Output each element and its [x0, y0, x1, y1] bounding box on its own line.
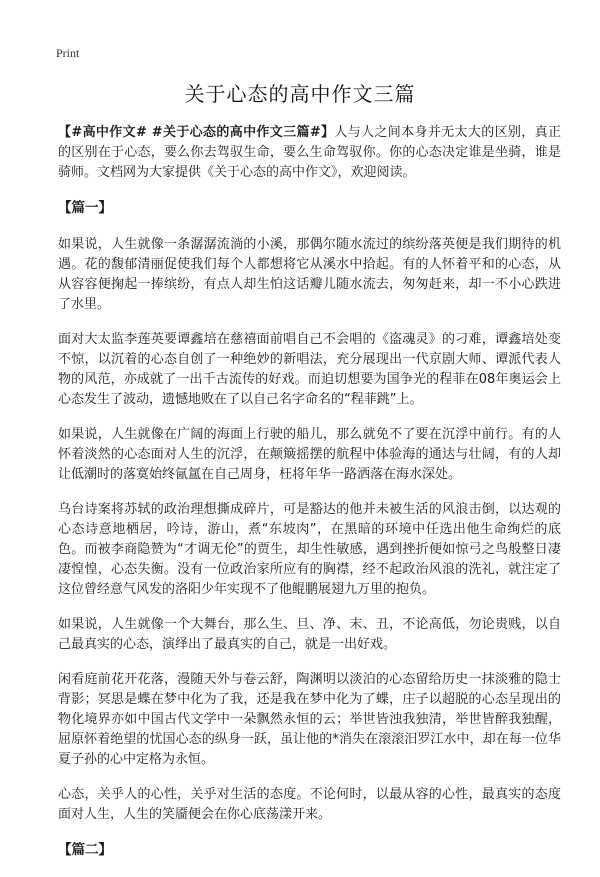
paragraph: 乌台诗案将苏轼的政治理想撕成碎片，可是豁达的他并未被生活的风浪击倒，以达观的心态诗意地栖居，吟诗，游山，煮“东坡肉”，在黑暗的环境中任选出他生命绚烂的底色。而被李商隐赞为“才调无伦”的贾生，却生性敏感，遇到挫折便如惊弓之鸟般整日凄凄惶惶，心态失衡。没有一位政治家所应有的胸襟，经不起政治风浪的洗礼，就注定了这位曾经意气风发的洛阳少年实现不了他鲲鹏展翅九万里的抱负。: [58, 502, 561, 597]
section-heading-2: 【篇二】: [58, 842, 112, 858]
paragraph: 面对大太监李莲英要谭鑫培在慈禧面前唱自己不会唱的《盗魂灵》的刁难，谭鑫培处变不惊，以沉着的心态自创了一种绝妙的新唱法，充分展现出一代京剧大师、谭派代表人物的风范，亦成就了一出千古流传的好戏。而迫切想要为国争光的程菲在08年奥运会上心态发生了波动，遗憾地败在了以自己名字命名的“程菲跳”上。: [58, 332, 561, 407]
intro-text: 人与人之间本身并无太大的区别，真正的区别在于心态，要么你去驾驭生命，要么生命驾驭你。你的心态决定谁是坐骑，谁是骑师。文档网为大家提供《关于心态的高中作文》，欢迎阅读。: [58, 125, 561, 180]
paragraph: 闲看庭前花开花落，漫随天外与卷云舒，陶渊明以淡泊的心态留给历史一抹淡雅的隐士背影；冥思是蝶在梦中化为了我，还是我在梦中化为了蝶，庄子以超脱的心态呈现出的物化境界亦如中国古代文学中一朵飘然永恒的云；举世皆浊我独清，举世皆醉我独醒，屈原怀着绝望的忧国心态的纵身一跃，虽让他的*消失在滚滚汨罗江水中，却在每一位华夏子孙的心中定格为永恒。: [58, 672, 561, 767]
page-title: 关于心态的高中作文三篇: [184, 82, 416, 106]
paragraph: 如果说，人生就像一条潺潺流淌的小溪，那偶尔随水流过的缤纷落英便是我们期待的机遇。花的馥郁清丽促使我们每个人都想将它从溪水中拾起。有的人怀着平和的心态，从从容容便掬起一捧缤纷，有点人却生怕这话瓣儿随水流去，匆匆赶来，却一不小心跌进了水里。: [58, 237, 561, 312]
section-heading-1: 【篇一】: [58, 200, 112, 216]
article-body: [58, 123, 561, 877]
paragraph: 如果说，人生就像在广阔的海面上行驶的船儿，那么就免不了要在沉浮中前行。有的人怀着淡然的心态面对人生的沉浮，在颠簸摇摆的航程中体验海的通达与壮阔，有的人却让低潮时的落寞始终氤氲在自己周身，枉将年华一路洒落在海水深处。: [58, 427, 561, 482]
intro-paragraph: [58, 123, 561, 183]
print-link[interactable]: Print: [56, 46, 80, 60]
paragraph: 心态，关乎人的心性，关乎对生活的态度。不论何时，以最从容的心性，最真实的态度面对人生，人生的笑靥便会在你心底荡漾开来。: [58, 787, 561, 822]
paragraph: 如果说，人生就像一个大舞台，那么生、旦、净、末、丑，不论高低，勿论贵贱，以自己最真实的心态，演绎出了最真实的自己，就是一出好戏。: [58, 617, 561, 652]
intro-tag: 【#高中作文# #关于心态的高中作文三篇#】: [58, 125, 335, 140]
